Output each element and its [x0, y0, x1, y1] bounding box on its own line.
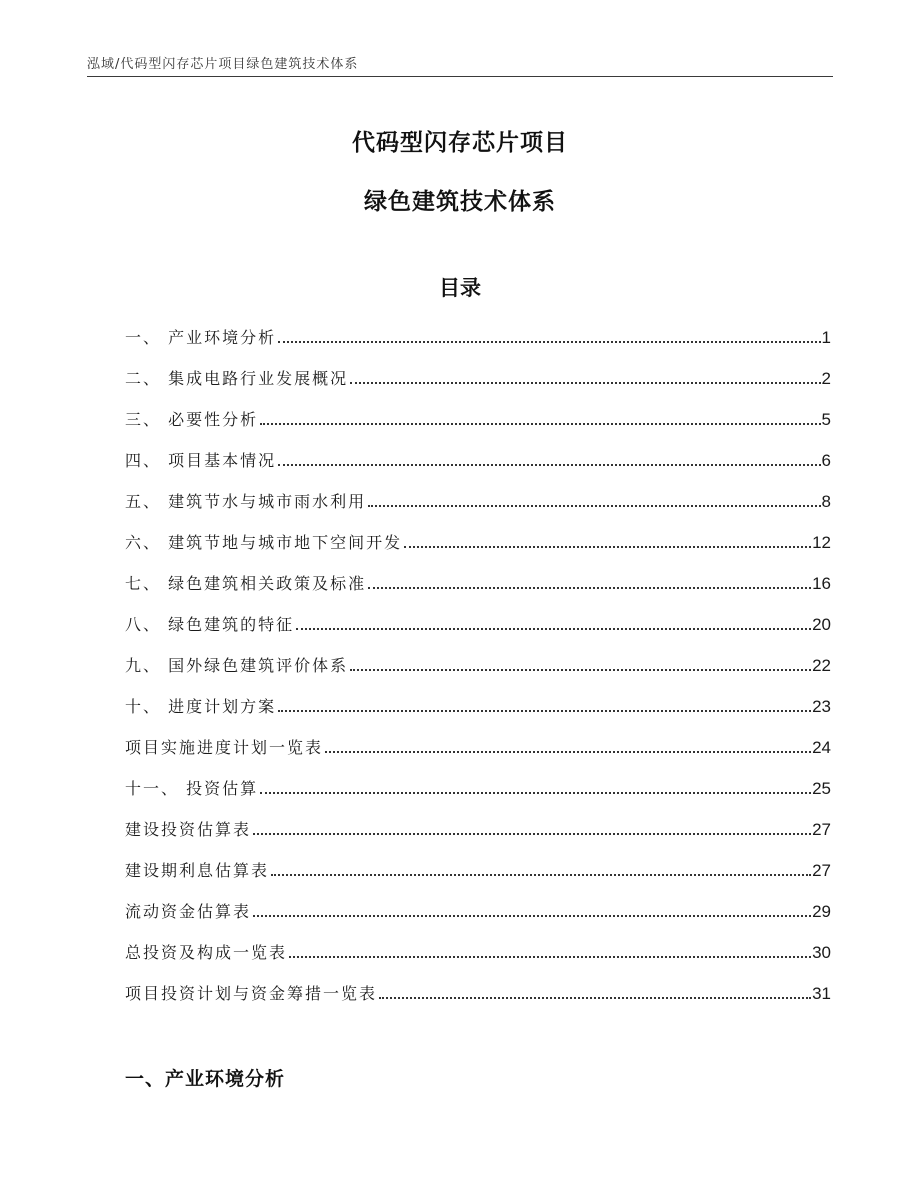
- toc-entry-page: 27: [812, 820, 831, 839]
- toc-entry-label: 十一、 投资估算: [125, 779, 259, 798]
- toc-leader-dots: [350, 381, 820, 384]
- toc-entry[interactable]: [125, 939, 831, 980]
- toc-leader-dots: [325, 750, 811, 753]
- toc-entry-label: 一、 产业环境分析: [125, 328, 277, 347]
- toc-entry-page: 5: [821, 410, 831, 429]
- toc-leader-dots: [278, 463, 820, 466]
- toc-entry-label: 二、 集成电路行业发展概况: [125, 369, 349, 388]
- toc-leader-dots: [404, 545, 811, 548]
- toc-entry[interactable]: [125, 529, 831, 570]
- toc-entry[interactable]: [125, 898, 831, 939]
- toc-entry-label: 建设期利息估算表: [125, 861, 270, 880]
- toc-entry[interactable]: [125, 570, 831, 611]
- toc-entry[interactable]: [125, 488, 831, 529]
- toc-entry-page: 31: [812, 984, 831, 1003]
- toc-entry-page: 20: [812, 615, 831, 634]
- toc-leader-dots: [253, 914, 811, 917]
- toc-leader-dots: [278, 340, 820, 343]
- document-title-line-2: 绿色建筑技术体系: [364, 189, 556, 215]
- toc-leader-dots: [296, 627, 811, 630]
- toc-leader-dots: [368, 586, 811, 589]
- toc-entry-page: 23: [812, 697, 831, 716]
- toc-entry-page: 2: [821, 369, 831, 388]
- toc-entry-page: 1: [821, 328, 831, 347]
- toc-entry-page: 25: [812, 779, 831, 798]
- toc-entry-label: 总投资及构成一览表: [125, 943, 288, 962]
- toc-entry-label: 七、 绿色建筑相关政策及标准: [125, 574, 367, 593]
- toc-entry[interactable]: [125, 980, 831, 1021]
- toc-entry-page: 22: [812, 656, 831, 675]
- toc-leader-dots: [368, 504, 820, 507]
- toc-entry[interactable]: [125, 447, 831, 488]
- toc-entry[interactable]: [125, 693, 831, 734]
- toc-entry-page: 24: [812, 738, 831, 757]
- header-divider: [87, 76, 833, 77]
- toc-entry-label: 四、 项目基本情况: [125, 451, 277, 470]
- toc-entry-label: 项目投资计划与资金筹措一览表: [125, 984, 378, 1003]
- toc-heading: 目录: [439, 276, 481, 300]
- toc-entry-label: 建设投资估算表: [125, 820, 252, 839]
- toc-entry[interactable]: [125, 324, 831, 365]
- toc-entry[interactable]: [125, 652, 831, 693]
- toc-entry[interactable]: [125, 857, 831, 898]
- toc-entry-label: 八、 绿色建筑的特征: [125, 615, 295, 634]
- toc-entry-label: 十、 进度计划方案: [125, 697, 277, 716]
- toc-leader-dots: [278, 709, 811, 712]
- toc-entry-label: 流动资金估算表: [125, 902, 252, 921]
- section-heading: 一、产业环境分析: [125, 1068, 286, 1090]
- toc-entry-page: 12: [812, 533, 831, 552]
- toc-entry-page: 30: [812, 943, 831, 962]
- toc-entry-label: 五、 建筑节水与城市雨水利用: [125, 492, 367, 511]
- toc-entry-page: 16: [812, 574, 831, 593]
- toc-entry[interactable]: [125, 611, 831, 652]
- toc-entry[interactable]: [125, 775, 831, 816]
- toc-entry-label: 六、 建筑节地与城市地下空间开发: [125, 533, 403, 552]
- toc-entry[interactable]: [125, 365, 831, 406]
- table-of-contents: [125, 324, 831, 1021]
- toc-leader-dots: [260, 422, 820, 425]
- running-header: 泓域/代码型闪存芯片项目绿色建筑技术体系: [87, 57, 359, 72]
- toc-leader-dots: [271, 873, 811, 876]
- toc-leader-dots: [260, 791, 811, 794]
- toc-leader-dots: [350, 668, 811, 671]
- toc-entry-label: 项目实施进度计划一览表: [125, 738, 324, 757]
- document-title-line-1: 代码型闪存芯片项目: [352, 130, 568, 156]
- toc-entry[interactable]: [125, 816, 831, 857]
- toc-leader-dots: [289, 955, 811, 958]
- toc-entry-page: 8: [821, 492, 831, 511]
- toc-entry-page: 29: [812, 902, 831, 921]
- toc-entry-page: 27: [812, 861, 831, 880]
- toc-leader-dots: [379, 996, 811, 999]
- toc-leader-dots: [253, 832, 811, 835]
- toc-entry[interactable]: [125, 734, 831, 775]
- toc-entry-label: 三、 必要性分析: [125, 410, 259, 429]
- toc-entry-page: 6: [821, 451, 831, 470]
- toc-entry[interactable]: [125, 406, 831, 447]
- toc-entry-label: 九、 国外绿色建筑评价体系: [125, 656, 349, 675]
